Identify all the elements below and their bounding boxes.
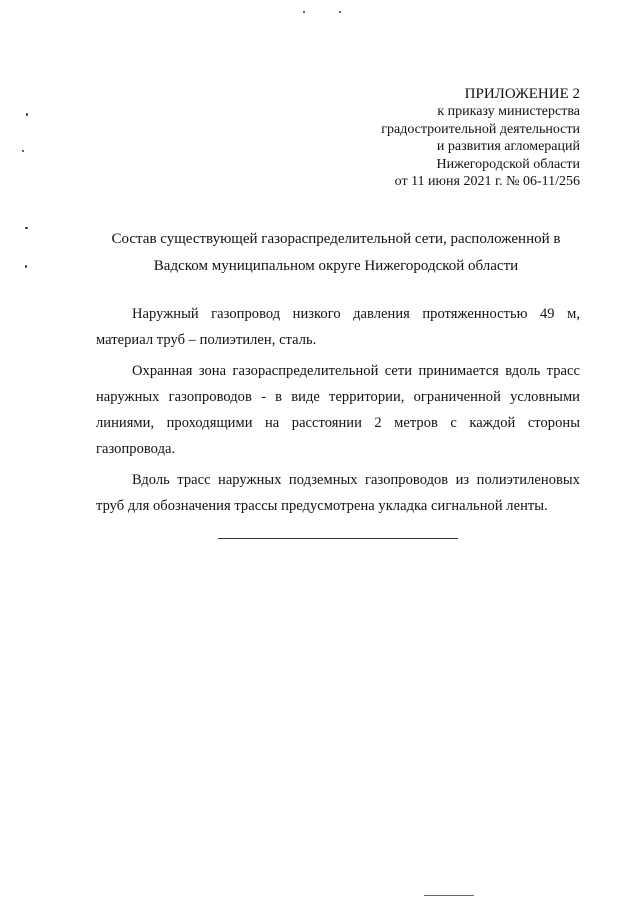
annex-title: ПРИЛОЖЕНИЕ 2	[464, 86, 580, 102]
scan-speck	[26, 113, 28, 116]
document-title-line: Состав существующей газораспределительной сети, расположенной в	[111, 231, 561, 247]
annex-line: и развития агломераций	[436, 139, 580, 155]
annex-line: градостроительной деятельности	[381, 121, 580, 137]
annex-order-date-number: от 11 июня 2021 г. № 06-11/256	[394, 174, 580, 190]
document-title	[96, 226, 576, 280]
scan-speck	[22, 150, 24, 152]
paragraph: Наружный газопровод низкого давления протяженностью 49 м, материал труб – полиэтилен, сталь.	[96, 306, 580, 348]
document-title-line: Вадском муниципальном округе Нижегородской области	[153, 258, 519, 274]
document-body	[96, 301, 580, 524]
scan-speck	[25, 265, 27, 268]
annex-line: к приказу министерства	[437, 104, 580, 120]
bottom-scan-mark	[424, 895, 474, 896]
scan-speck	[25, 227, 28, 229]
paragraph: Охранная зона газораспределительной сети принимается вдоль трасс наружных газопроводов - в виде территории, ограниченной условными линиями, проходящими на расстоянии 2 метров с каждой стороны газопровода.	[96, 363, 580, 457]
annex-header	[381, 86, 580, 190]
scan-speck	[339, 11, 341, 13]
paragraph: Вдоль трасс наружных подземных газопроводов из полиэтиленовых труб для обозначения трассы предусмотрена укладка сигнальной ленты.	[96, 472, 580, 514]
end-separator-line	[218, 538, 458, 539]
scan-speck	[303, 11, 305, 13]
annex-line: Нижегородской области	[436, 156, 580, 172]
